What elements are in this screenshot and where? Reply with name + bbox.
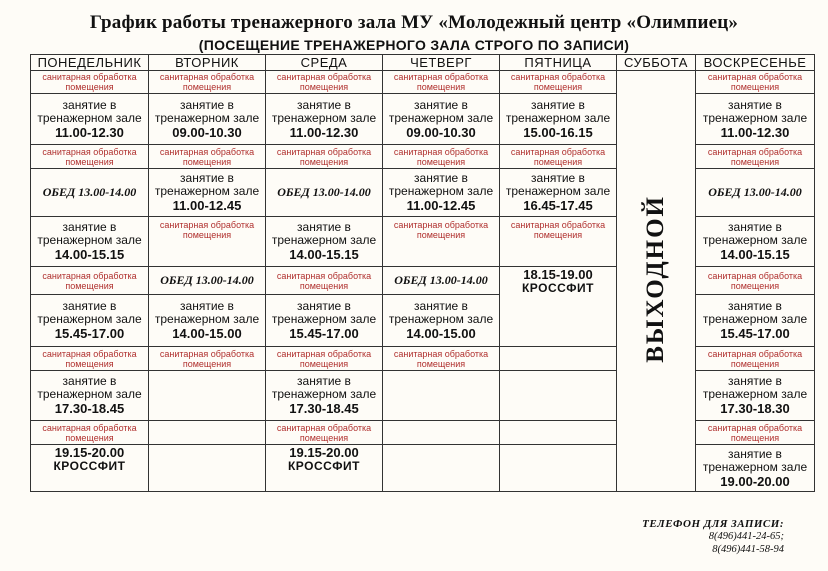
lunch-cell: ОБЕД 13.00-14.00 <box>383 267 500 295</box>
lesson-cell <box>696 295 815 347</box>
phone-number: 8(496)441-58-94 <box>712 544 784 555</box>
lesson-time: 18.15-19.00 <box>523 267 593 282</box>
crossfit-cell <box>500 267 617 347</box>
sanitary-cell: санитарная обработка помещения <box>500 145 617 169</box>
lesson-label: занятие в тренажерном зале <box>271 97 377 125</box>
lesson-cell <box>383 169 500 217</box>
phone-label: ТЕЛЕФОН ДЛЯ ЗАПИСИ: <box>642 518 784 530</box>
lesson-time: 14.00-15.00 <box>406 326 476 341</box>
lesson-label: занятие в тренажерном зале <box>505 97 611 125</box>
lesson-time: 16.45-17.45 <box>523 198 593 213</box>
lesson-cell <box>31 371 149 421</box>
day-header-saturday: СУББОТА <box>617 55 696 71</box>
lesson-time: 11.00-12.45 <box>406 198 476 213</box>
day-header-thursday: ЧЕТВЕРГ <box>383 55 500 71</box>
sanitary-cell: санитарная обработка помещения <box>149 347 266 371</box>
sanitary-cell: санитарная обработка помещения <box>500 71 617 94</box>
sanitary-cell: санитарная обработка помещения <box>266 347 383 371</box>
sanitary-cell: санитарная обработка помещения <box>31 145 149 169</box>
lesson-cell <box>149 169 266 217</box>
lunch-cell: ОБЕД 13.00-14.00 <box>31 169 149 217</box>
lesson-time: 17.30-18.30 <box>720 401 790 416</box>
empty-cell <box>500 421 617 445</box>
empty-cell <box>500 445 617 492</box>
lesson-time: 11.00-12.30 <box>55 124 124 140</box>
sanitary-cell: санитарная обработка помещения <box>266 145 383 169</box>
lunch-cell: ОБЕД 13.00-14.00 <box>266 169 383 217</box>
lesson-cell <box>383 94 500 145</box>
sanitary-cell: санитарная обработка помещения <box>696 267 815 295</box>
lesson-cell <box>696 371 815 421</box>
lesson-time: 11.00-12.30 <box>289 124 359 140</box>
empty-cell <box>383 421 500 445</box>
phone-number: 8(496)441-24-65; <box>708 531 784 542</box>
sanitary-cell: санитарная обработка помещения <box>266 421 383 445</box>
lesson-cell <box>696 217 815 267</box>
lesson-time: 09.00-10.30 <box>406 124 476 140</box>
sanitary-cell: санитарная обработка помещения <box>696 347 815 371</box>
lesson-time: 17.30-18.45 <box>54 401 125 416</box>
empty-cell <box>500 371 617 421</box>
lesson-label: занятие в тренажерном зале <box>388 171 494 198</box>
empty-cell <box>149 421 266 445</box>
lesson-time: 15.45-17.00 <box>54 326 125 341</box>
lesson-cell <box>149 295 266 347</box>
lesson-cell <box>266 217 383 267</box>
lesson-time: 09.00-10.30 <box>172 124 242 140</box>
lesson-label: занятие в тренажерном зале <box>154 299 260 326</box>
lesson-label: занятие в тренажерном зале <box>388 97 494 125</box>
lesson-cell <box>266 94 383 145</box>
lesson-time: 14.00-15.00 <box>172 326 242 341</box>
lesson-cell <box>696 445 815 492</box>
sanitary-cell: санитарная обработка помещения <box>31 347 149 371</box>
lesson-time: 15.45-17.00 <box>720 326 790 341</box>
lesson-cell <box>31 295 149 347</box>
lesson-cell <box>149 94 266 145</box>
lesson-label: занятие в тренажерном зале <box>271 374 377 401</box>
sanitary-cell: санитарная обработка помещения <box>266 71 383 94</box>
lesson-label: занятие в тренажерном зале <box>702 220 808 247</box>
lesson-label: занятие в тренажерном зале <box>702 299 808 326</box>
lesson-label: занятие в тренажерном зале <box>37 97 142 125</box>
lesson-cell <box>266 295 383 347</box>
crossfit-cell <box>31 445 149 492</box>
sanitary-cell: санитарная обработка помещения <box>383 217 500 267</box>
crossfit-cell <box>266 445 383 492</box>
sanitary-cell: санитарная обработка помещения <box>696 421 815 445</box>
lesson-label: занятие в тренажерном зале <box>388 299 494 326</box>
phone-block <box>642 518 784 556</box>
page-title: График работы тренажерного зала МУ «Молодежный центр «Олимпиец» <box>89 12 739 33</box>
lesson-time: 14.00-15.15 <box>720 247 790 262</box>
sanitary-cell: санитарная обработка помещения <box>383 347 500 371</box>
lesson-label: занятие в тренажерном зале <box>271 220 377 247</box>
lesson-time: 19.00-20.00 <box>720 473 790 489</box>
lesson-label: занятие в тренажерном зале <box>702 374 808 401</box>
sanitary-cell: санитарная обработка помещения <box>383 71 500 94</box>
lesson-cell <box>266 371 383 421</box>
lesson-label: занятие в тренажерном зале <box>505 171 611 198</box>
lesson-cell <box>31 217 149 267</box>
sanitary-cell: санитарная обработка помещения <box>696 71 815 94</box>
sanitary-cell: санитарная обработка помещения <box>149 145 266 169</box>
empty-cell <box>500 347 617 371</box>
lesson-label: занятие в тренажерном зале <box>271 299 377 326</box>
empty-cell <box>149 445 266 492</box>
lesson-label: занятие в тренажерном зале <box>154 97 260 125</box>
sanitary-cell: санитарная обработка помещения <box>149 71 266 94</box>
day-header-monday: ПОНЕДЕЛЬНИК <box>31 55 149 71</box>
day-header-tuesday: ВТОРНИК <box>149 55 266 71</box>
lesson-label: занятие в тренажерном зале <box>154 171 260 198</box>
lunch-cell: ОБЕД 13.00-14.00 <box>149 267 266 295</box>
sanitary-cell: санитарная обработка помещения <box>383 145 500 169</box>
sanitary-cell: санитарная обработка помещения <box>500 217 617 267</box>
lesson-cell <box>500 169 617 217</box>
lesson-time: 14.00-15.15 <box>289 247 359 262</box>
lesson-cell <box>500 94 617 145</box>
crossfit-label: КРОССФИТ <box>521 281 595 295</box>
lesson-cell <box>383 295 500 347</box>
lesson-time: 11.00-12.30 <box>720 124 790 140</box>
lesson-label: занятие в тренажерном зале <box>702 446 808 474</box>
day-header-wednesday: СРЕДА <box>266 55 383 71</box>
lesson-time: 15.00-16.15 <box>523 124 593 140</box>
crossfit-label: КРОССФИТ <box>53 459 126 473</box>
sanitary-cell: санитарная обработка помещения <box>31 421 149 445</box>
lesson-time: 17.30-18.45 <box>289 401 359 416</box>
lesson-time: 19.15-20.00 <box>54 445 125 460</box>
lesson-time: 11.00-12.45 <box>172 198 242 213</box>
sanitary-cell: санитарная обработка помещения <box>149 217 266 267</box>
lesson-cell <box>31 94 149 145</box>
empty-cell <box>149 371 266 421</box>
lesson-label: занятие в тренажерном зале <box>702 97 808 125</box>
schedule-table <box>30 54 815 492</box>
sanitary-cell: санитарная обработка помещения <box>696 145 815 169</box>
sanitary-cell: санитарная обработка помещения <box>266 267 383 295</box>
lesson-cell <box>696 94 815 145</box>
lunch-cell: ОБЕД 13.00-14.00 <box>696 169 815 217</box>
sanitary-cell: санитарная обработка помещения <box>31 267 149 295</box>
empty-cell <box>383 445 500 492</box>
page-subtitle: (ПОСЕЩЕНИЕ ТРЕНАЖЕРНОГО ЗАЛА СТРОГО ПО ЗАПИСИ) <box>198 37 630 53</box>
lesson-time: 19.15-20.00 <box>289 445 359 460</box>
saturday-day-off <box>617 71 696 492</box>
sanitary-cell: санитарная обработка помещения <box>31 71 149 94</box>
lesson-label: занятие в тренажерном зале <box>37 299 142 326</box>
lesson-label: занятие в тренажерном зале <box>37 220 142 247</box>
lesson-time: 14.00-15.15 <box>54 247 125 262</box>
empty-cell <box>383 371 500 421</box>
lesson-time: 15.45-17.00 <box>289 326 359 341</box>
lesson-label: занятие в тренажерном зале <box>37 374 142 401</box>
day-header-friday: ПЯТНИЦА <box>500 55 617 71</box>
day-header-sunday: ВОСКРЕСЕНЬЕ <box>696 55 815 71</box>
crossfit-label: КРОССФИТ <box>287 459 361 473</box>
day-off-label: ВЫХОДНОЙ <box>642 194 669 363</box>
